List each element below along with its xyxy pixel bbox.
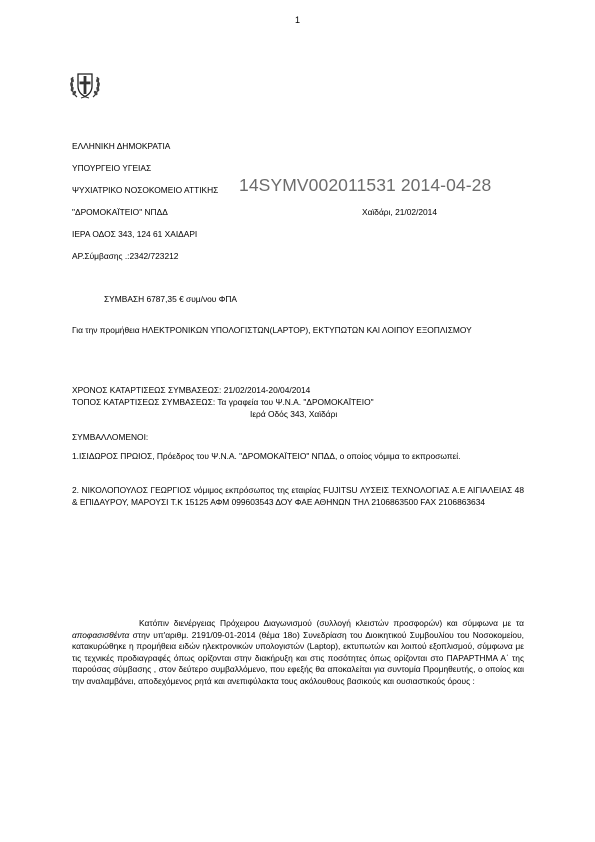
- header-line-ministry: ΥΠΟΥΡΓΕΙΟ ΥΓΕΙΑΣ: [72, 163, 152, 173]
- contract-subject: Για την προμήθεια ΗΛΕΚΤΡΟΝΙΚΩΝ ΥΠΟΛΟΓΙΣΤΩΝ(LAPTOP), ΕΚΤΥΠΩΤΩΝ ΚΑΙ ΛΟΙΠΟΥ ΕΞΟΠΛΙΣΜΟΥ: [72, 325, 472, 335]
- body-text-start: Κατόπιν διενέργειας Πρόχειρου Διαγωνισμού (συλλογή κλειστών προσφορών) και σύμφωνα με τα: [139, 618, 524, 628]
- body-text-end: στην υπ'αριθμ. 2191/09-01-2014 (θέμα 18ο) Συνεδρίαση του Διοικητικού Συμβουλίου του Νοσοκομείου, κατακυρώθηκε η προμήθεια ειδών ηλεκτρονικών υπολογιστών (Laptop), εκτυπωτών και λοιπού εξοπλισμού, σύμφωνα με τις τεχνικές προδιαγραφές όπως ορίζονται στην διακήρυξη και στις ποσότητες όπως ορίζονται στο ΠΑΡΑΡΤΗΜΑ Α΄ της παρούσας σύμβασης , στον δεύτερο συμβαλλόμενο, που εφεξής θα αποκαλείται για συντομία Προμηθευτής, ο οποίος και την αναλαμβάνει, αποδεχόμενος ρητά και ανεπιφύλακτα τους ακόλουθους βασικούς και ουσιαστικούς όρους :: [72, 629, 524, 686]
- contract-time-line: ΧΡΟΝΟΣ ΚΑΤΑΡΤΙΣΕΩΣ ΣΥΜΒΑΣΕΩΣ: 21/02/2014-20/04/2014: [72, 385, 311, 395]
- greek-coat-of-arms-emblem-icon: [68, 68, 102, 102]
- contract-number: ΑΡ.Σύμβασης .:2342/723212: [72, 251, 179, 261]
- registration-stamp: 14SYMV002011531 2014-04-28: [239, 175, 492, 195]
- party-one: 1.ΙΣΙΔΩΡΟΣ ΠΡΩΙΟΣ, Πρόεδρος του Ψ.Ν.Α. "ΔΡΟΜΟΚΑΪΤΕΙΟ" ΝΠΔΔ, ο οποίος νόμιμα το εκπροσωπεί.: [72, 451, 461, 461]
- header-line-hospital: ΨΥΧΙΑΤΡΙΚΟ ΝΟΣΟΚΟΜΕΙΟ ΑΤΤΙΚΗΣ: [72, 185, 219, 195]
- contract-amount-line: ΣΥΜΒΑΣΗ 6787,35 € συμ/νου ΦΠΑ: [104, 294, 238, 304]
- page-number: 1: [294, 15, 300, 25]
- party-two: 2. ΝΙΚΟΛΟΠΟΥΛΟΣ ΓΕΩΡΓΙΟΣ νόμιμος εκπρόσωπος της εταιρίας FUJITSU ΛΥΣΕΙΣ ΤΕΧΝΟΛΟΓΙΑΣ Α.Ε ΑΙΓΙΑΛΕΙΑΣ 48 & ΕΠΙΔΑΥΡΟΥ, ΜΑΡΟΥΣΙ Τ.Κ 15125 ΑΦΜ 099603543 ΔΟΥ ΦΑΕ ΑΘΗΝΩΝ ΤΗΛ 2106863500 FAX 2106863634: [72, 485, 524, 507]
- date-place: Χαϊδάρι, 21/02/2014: [362, 207, 437, 217]
- header-line-address: ΙΕΡΑ ΟΔΟΣ 343, 124 61 ΧΑΙΔΑΡΙ: [72, 229, 198, 239]
- header-line-state: ΕΛΛΗΝΙΚΗ ΔΗΜΟΚΡΑΤΙΑ: [72, 141, 171, 151]
- body-text-italic: αποφασισθέντα: [72, 629, 130, 640]
- contract-place-line: ΤΟΠΟΣ ΚΑΤΑΡΤΙΣΕΩΣ ΣΥΜΒΑΣΕΩΣ: Τα γραφεία του Ψ.Ν.Α. "ΔΡΟΜΟΚΑΪΤΕΙΟ": [72, 397, 374, 407]
- parties-heading: ΣΥΜΒΑΛΛΟΜΕΝΟΙ:: [72, 432, 149, 442]
- header-line-hospital-name: "ΔΡΟΜΟΚΑΪΤΕΙΟ" ΝΠΔΔ: [72, 207, 168, 217]
- contract-place-line-2: Ιερά Οδός 343, Χαϊδάρι: [250, 409, 338, 419]
- body-paragraph: [72, 618, 524, 687]
